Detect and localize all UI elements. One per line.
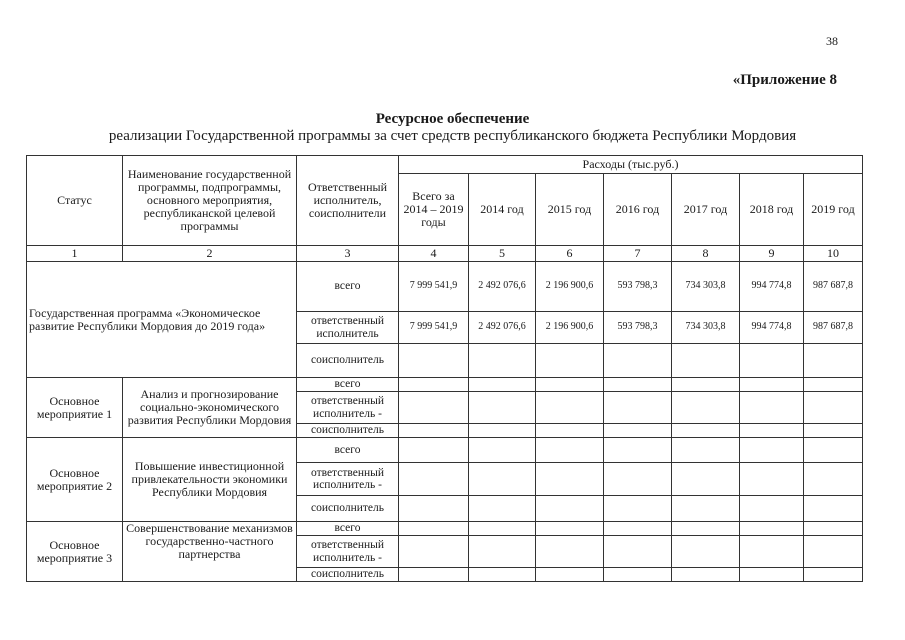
value-cell: 2 492 076,6 [469, 262, 536, 312]
program-name: Государственная программа «Экономическое развитие Республики Мордовия до 2019 года» [27, 262, 297, 378]
value-cell: 994 774,8 [740, 312, 804, 344]
header-year: 2017 год [672, 174, 740, 246]
header-year: 2014 год [469, 174, 536, 246]
page-number: 38 [826, 34, 838, 48]
value-cell: 593 798,3 [604, 262, 672, 312]
role-cell: всего [297, 378, 399, 392]
measure-status: Основное мероприятие 1 [27, 378, 123, 438]
resource-table [26, 155, 863, 582]
value-cell [469, 344, 536, 378]
value-cell: 2 196 900,6 [536, 312, 604, 344]
header-year: 2019 год [804, 174, 863, 246]
header-total: Всего за 2014 – 2019 годы [399, 174, 469, 246]
document-title: Ресурсное обеспечение [375, 111, 530, 127]
role-cell: всего [297, 262, 399, 312]
role-cell: соисполнитель [297, 424, 399, 438]
measure-name: Совершенствование механизмов государственно-частного партнерства [123, 522, 297, 582]
col-number: 1 [27, 246, 123, 262]
value-cell: 7 999 541,9 [399, 312, 469, 344]
header-year: 2018 год [740, 174, 804, 246]
measure-name: Повышение инвестиционной привлекательности экономики Республики Мордовия [123, 438, 297, 522]
table-row [27, 262, 863, 312]
col-number: 6 [536, 246, 604, 262]
col-number: 2 [123, 246, 297, 262]
role-cell: ответственный исполнитель - [297, 536, 399, 568]
value-cell [536, 344, 604, 378]
role-cell: соисполнитель [297, 496, 399, 522]
col-number: 4 [399, 246, 469, 262]
header-expenses: Расходы (тыс.руб.) [399, 156, 863, 174]
value-cell: 734 303,8 [672, 262, 740, 312]
table-row [27, 378, 863, 392]
value-cell: 593 798,3 [604, 312, 672, 344]
header-name: Наименование государственной программы, подпрограммы, основного мероприятия, республиканской целевой программы [123, 156, 297, 246]
col-number: 9 [740, 246, 804, 262]
measure-name: Анализ и прогнозирование социально-экономического развития Республики Мордовия [123, 378, 297, 438]
table-row [27, 438, 863, 463]
role-cell: ответственный исполнитель [297, 312, 399, 344]
value-cell [804, 344, 863, 378]
value-cell [740, 344, 804, 378]
col-number: 8 [672, 246, 740, 262]
role-cell: ответственный исполнитель - [297, 392, 399, 424]
value-cell: 987 687,8 [804, 262, 863, 312]
role-cell: ответственный исполнитель - [297, 463, 399, 496]
value-cell [399, 344, 469, 378]
value-cell [604, 344, 672, 378]
role-cell: соисполнитель [297, 344, 399, 378]
value-cell: 734 303,8 [672, 312, 740, 344]
appendix-label: «Приложение 8 [732, 72, 837, 88]
header-year: 2016 год [604, 174, 672, 246]
value-cell: 994 774,8 [740, 262, 804, 312]
table-row [27, 522, 863, 536]
role-cell: всего [297, 438, 399, 463]
col-number: 3 [297, 246, 399, 262]
header-executor: Ответственный исполнитель, соисполнители [297, 156, 399, 246]
value-cell: 987 687,8 [804, 312, 863, 344]
header-year: 2015 год [536, 174, 604, 246]
value-cell: 7 999 541,9 [399, 262, 469, 312]
column-numbers-row [27, 246, 863, 262]
col-number: 5 [469, 246, 536, 262]
value-cell: 2 492 076,6 [469, 312, 536, 344]
value-cell: 2 196 900,6 [536, 262, 604, 312]
measure-status: Основное мероприятие 2 [27, 438, 123, 522]
header-status: Статус [27, 156, 123, 246]
role-cell: соисполнитель [297, 568, 399, 582]
measure-status: Основное мероприятие 3 [27, 522, 123, 582]
col-number: 7 [604, 246, 672, 262]
value-cell [672, 344, 740, 378]
document-subtitle: реализации Государственной программы за счет средств республиканского бюджета Республики Мордовия [108, 128, 797, 144]
role-cell: всего [297, 522, 399, 536]
col-number: 10 [804, 246, 863, 262]
